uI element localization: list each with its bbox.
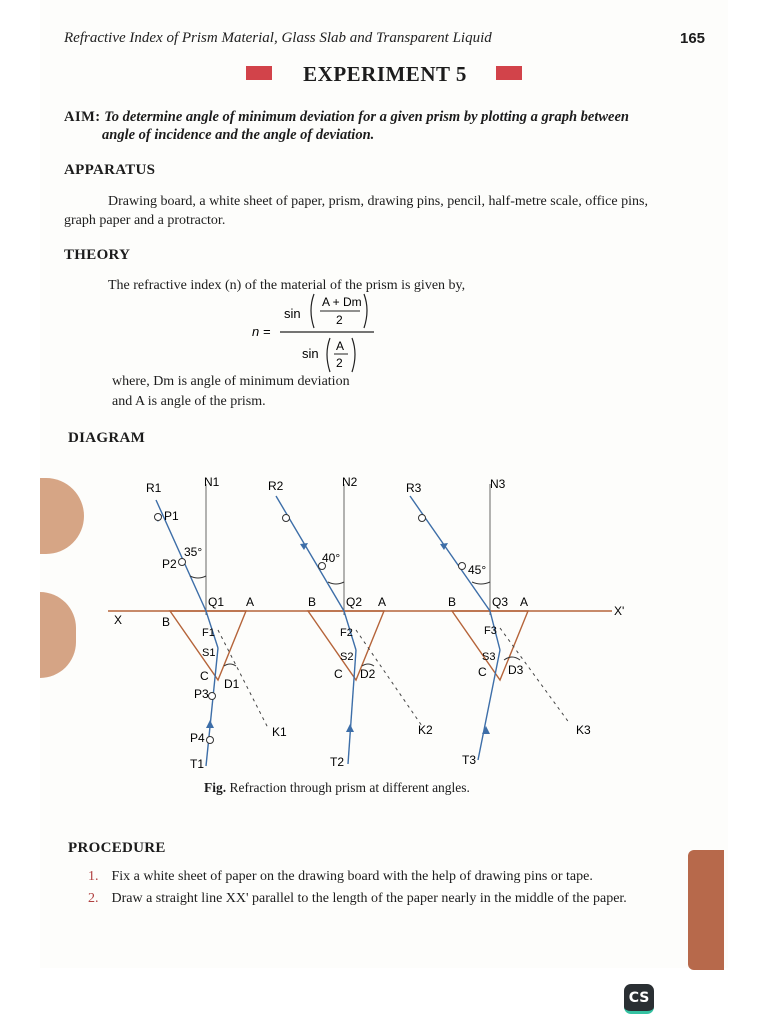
angle-arc-2 [328, 582, 344, 584]
label-x: X [114, 613, 123, 627]
pin-p3-icon [209, 693, 216, 700]
arrow-icon [346, 724, 354, 732]
label-angle3: 45° [468, 563, 487, 577]
procedure-heading: PROCEDURE [68, 840, 166, 856]
label-a2: A [378, 595, 387, 609]
arrow-icon [482, 726, 490, 734]
paren-right-icon [352, 338, 355, 372]
arrow-icon [206, 720, 214, 728]
angle-arc-3 [472, 582, 490, 584]
label-angle1: 35° [184, 545, 203, 559]
label-b1: B [162, 615, 171, 629]
label-k3: K3 [576, 723, 591, 737]
label-t3: T3 [462, 753, 477, 767]
apparatus-line2: graph paper and a protractor. [64, 213, 226, 228]
label-b3: B [448, 595, 457, 609]
label-q3: Q3 [492, 595, 509, 609]
label-s3: S3 [482, 651, 496, 663]
formula-num-den: 2 [336, 313, 343, 327]
aim-text-line2: angle of incidence and the angle of deviation. [102, 127, 375, 143]
deviation-arc-1 [224, 664, 236, 666]
paren-right-icon [364, 294, 367, 328]
label-d3: D3 [508, 663, 524, 677]
experiment-title-block [246, 62, 522, 88]
formula-den-den: 2 [336, 356, 343, 370]
label-b2: B [308, 595, 317, 609]
incident-ray-3 [410, 496, 490, 611]
label-f3: F3 [484, 625, 497, 637]
theory-intro: The refractive index (n) of the material of the prism is given by, [108, 278, 466, 293]
angle-arc-1 [190, 576, 206, 578]
label-q1: Q1 [208, 595, 225, 609]
figure-caption-text: Refraction through prism at different angles. [229, 780, 470, 795]
aim-section [64, 108, 704, 144]
label-p3: P3 [194, 687, 209, 701]
formula-num-arg: A + Dm [322, 295, 362, 309]
formula-den-fn: sin [302, 346, 319, 361]
label-angle2: 40° [322, 551, 341, 565]
procedure-steps [88, 866, 688, 910]
formula-num-fn: sin [284, 306, 301, 321]
experiment-title: EXPERIMENT 5 [303, 62, 467, 86]
step-number: 1. [88, 869, 99, 884]
aim-text-line1: To determine angle of minimum deviation for a given prism by plotting a graph between [104, 109, 629, 125]
procedure-step [88, 888, 688, 910]
label-t2: T2 [330, 755, 345, 769]
label-c1: C [200, 669, 209, 683]
page-number: 165 [680, 30, 706, 47]
paren-left-icon [311, 294, 314, 328]
procedure-step [88, 866, 688, 888]
pin-icon [459, 563, 466, 570]
label-a3: A [520, 595, 529, 609]
apparatus-line1: Drawing board, a white sheet of paper, prism, drawing pins, pencil, half-metre scale, office pins, [108, 194, 648, 209]
label-p4: P4 [190, 731, 205, 745]
label-n1: N1 [204, 475, 220, 489]
aim-label: AIM: [64, 109, 101, 125]
label-t1: T1 [190, 757, 205, 771]
label-d1: D1 [224, 677, 240, 691]
page-edge-tab [688, 850, 724, 970]
label-r2: R2 [268, 479, 284, 493]
label-n3: N3 [490, 477, 506, 491]
running-title: Refractive Index of Prism Material, Glass Slab and Transparent Liquid [64, 30, 492, 46]
theory-heading: THEORY [64, 247, 131, 263]
label-r1: R1 [146, 481, 162, 495]
right-marker-icon [496, 66, 522, 80]
prism-diagram [100, 470, 640, 775]
pin-p4-icon [207, 737, 214, 744]
label-k2: K2 [418, 723, 433, 737]
deviation-arc-2 [362, 664, 374, 666]
pin-p2-icon [179, 559, 186, 566]
refractive-index-formula [250, 290, 380, 380]
label-p1: P1 [164, 509, 179, 523]
formula-lhs: n = [252, 324, 271, 339]
pin-p1-icon [155, 514, 162, 521]
pin-icon [283, 515, 290, 522]
label-a1: A [246, 595, 255, 609]
label-p2: P2 [162, 557, 177, 571]
diagram-heading: DIAGRAM [68, 430, 146, 446]
label-n2: N2 [342, 475, 358, 489]
pin-icon [419, 515, 426, 522]
label-r3: R3 [406, 481, 422, 495]
label-d2: D2 [360, 667, 376, 681]
figure-caption [204, 780, 470, 796]
figure-caption-prefix: Fig. [204, 780, 227, 795]
label-f1: F1 [202, 627, 215, 639]
step-text: Fix a white sheet of paper on the drawing board with the help of drawing pins or tape. [111, 869, 593, 884]
paren-left-icon [327, 338, 330, 372]
camscanner-logo-icon: CS [624, 984, 654, 1014]
label-x-prime: X' [614, 604, 625, 618]
label-f2: F2 [340, 627, 353, 639]
step-number: 2. [88, 891, 99, 906]
left-marker-icon [246, 66, 272, 80]
step-text: Draw a straight line XX' parallel to the length of the paper nearly in the middle of the paper. [111, 891, 627, 906]
label-k1: K1 [272, 725, 287, 739]
deviation-arc-3 [504, 657, 520, 660]
theory-where-line1: where, Dm is angle of minimum deviation [112, 374, 350, 389]
apparatus-heading: APPARATUS [64, 162, 156, 178]
formula-den-arg: A [336, 339, 345, 353]
label-s2: S2 [340, 651, 354, 663]
label-c2: C [334, 667, 343, 681]
label-q2: Q2 [346, 595, 363, 609]
label-c3: C [478, 665, 487, 679]
emergent-ray-2 [348, 650, 356, 764]
theory-where-line2: and A is angle of the prism. [112, 394, 266, 409]
label-s1: S1 [202, 647, 216, 659]
